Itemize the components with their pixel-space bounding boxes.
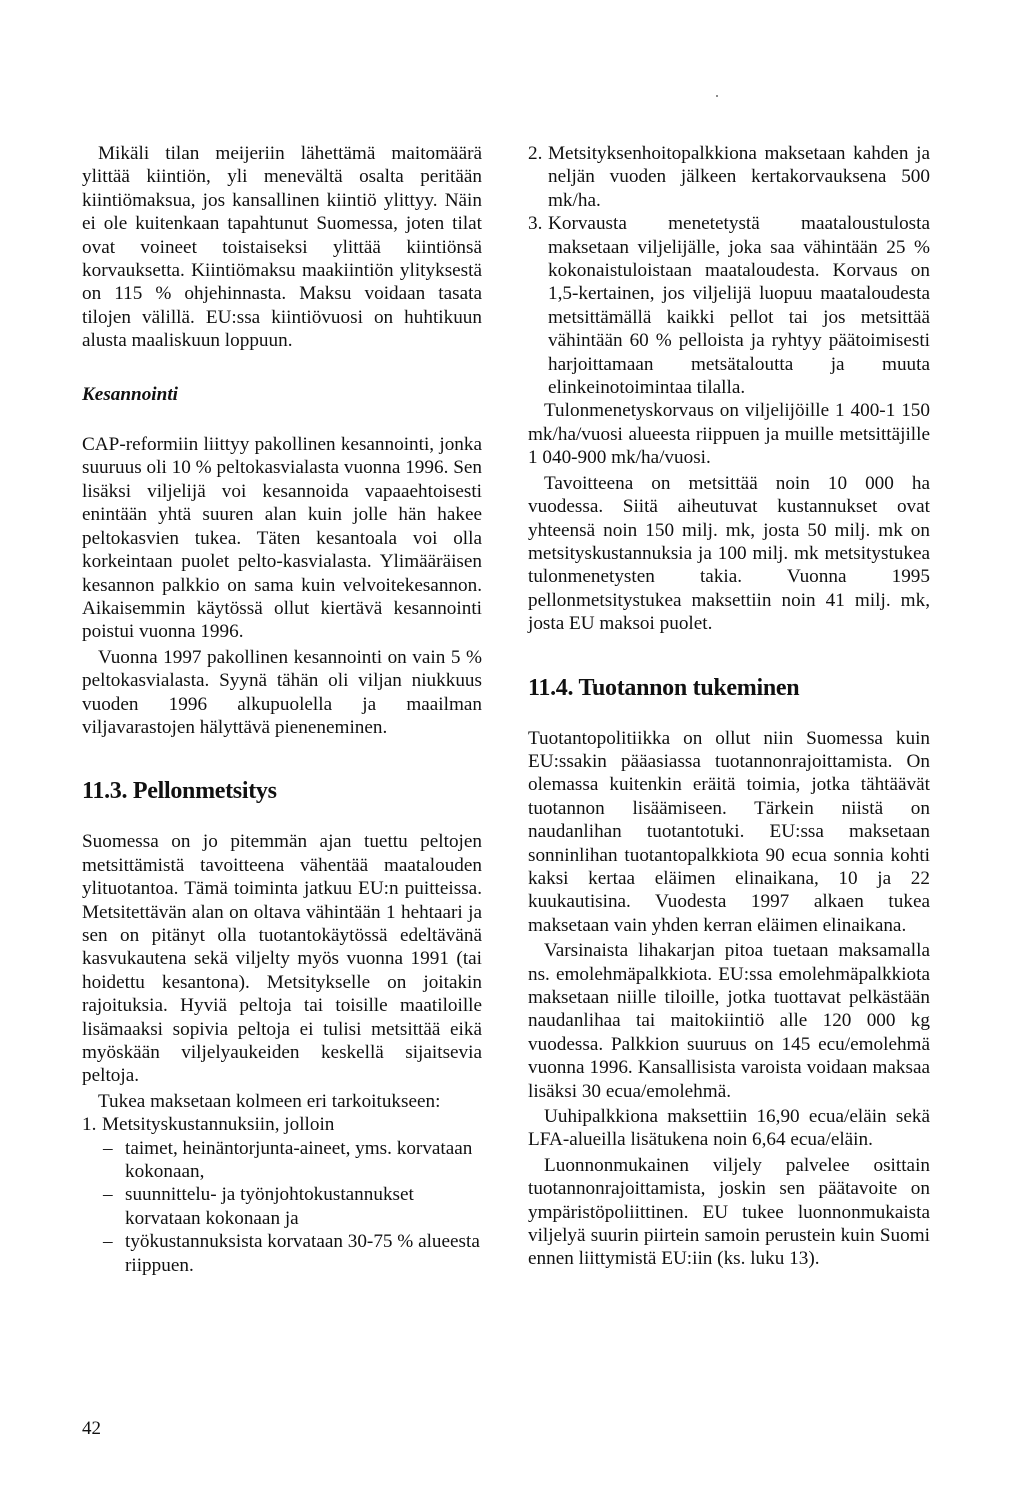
list-item — [528, 212, 930, 399]
list-item — [82, 1183, 482, 1230]
list-item-text: Metsityksenhoitopalkkiona maksetaan kahden ja neljän vuoden jälkeen kertakorvauksena 500 mk/ha. — [548, 143, 930, 211]
list-item-text: taimet, heinäntorjunta-aineet, yms. korvataan kokonaan, — [125, 1137, 473, 1183]
paragraph-set-aside-1997: Vuonna 1997 pakollinen kesannointi on vain 5 % peltokasvialasta. Syynä tähän oli viljan niukkuus vuoden 1996 alkupuolella ja maailman viljavarastojen hälyttävä pieneneminen. — [82, 646, 482, 738]
dash-bullet: – — [103, 1231, 113, 1253]
paragraph-suckler-cow: Varsinaista lihakarjan pitoa tuetaan maksamalla ns. emolehmäpalkkiota. EU:ssa emolehmäpalkkiota maksetaan niille tiloille, jotka tuottavat pelkästään naudanlihaa tai maitokiintiö alle 120 000 kg vuodessa. Palkkion suuruus on 145 ecu/emolehmä vuonna 1996. Kansallisista varoista voidaan maksaa lisäksi 30 ecua/emolehmä. — [528, 940, 930, 1102]
page-number: 42 — [82, 1418, 101, 1439]
paragraph-ewe-premium: Uuhipalkkiona maksettiin 16,90 ecua/eläin sekä LFA-alueilla lisätukena noin 6,64 ecua/eläin. — [528, 1106, 930, 1151]
scan-speck — [716, 95, 718, 97]
paragraph-organic-farming: Luonnonmukainen viljely palvelee osittain tuotannonrajoittamista, joskin sen päätavoite on ympäristöpoliittinen. EU tukee luonnonmukaista viljelyä suurin piirtein samoin perustein kuin Suomi ennen liittymistä EU:iin (ks. luku 13). — [528, 1154, 930, 1270]
subheading-kesannointi: Kesannointi — [82, 383, 178, 405]
paragraph-set-aside: CAP-reformiin liittyy pakollinen kesannointi, jonka suuruus oli 10 % peltokasvialasta vuonna 1996. Sen lisäksi viljelijä voi kesannoida vapaaehtoisesti enintään yhtä suuren alan kuin jolle hän hakee peltokasvien tukea. Täten kesantoala voi olla korkeintaan puolet pelto-kasvialasta. Ylimääräisen kesannon palkkio on sama kuin velvoitekesannon. Aikaisemmin käytössä ollut kiertävä kesannointi poistui vuonna 1996. — [82, 434, 482, 643]
dash-bullet: – — [103, 1184, 113, 1206]
section-heading-11-3: 11.3. Pellonmetsitys — [82, 778, 277, 805]
right-column — [528, 142, 930, 1271]
paragraph-afforestation-goal: Tavoitteena on metsittää noin 10 000 ha vuodessa. Siitä aiheutuvat kustannukset ovat yhteensä noin 150 milj. mk, josta 50 milj. mk on metsityskustannuksia ja 100 milj. mk metsitystukea tulonmenetysten takia. Vuonna 1995 pellonmetsitystukea maksettiin noin 41 milj. mk, josta EU maksoi puolet. — [528, 472, 930, 635]
list-item — [82, 1230, 482, 1277]
list-item — [528, 142, 930, 212]
list-item-text: työkustannuksista korvataan 30-75 % alueesta riippuen. — [125, 1231, 480, 1276]
list-number: 2. — [528, 143, 543, 164]
paragraph-production-policy: Tuotantopolitiikka on ollut niin Suomessa kuin EU:ssakin pääasiassa tuotannonrajoittamista. On olemassa kuitenkin eräitä toimia, jotka tähtäävät tuotannon lisäämiseen. Tärkein niistä on naudanlihan tuotantotuki. EU:ssa maksetaan sonninlihan tuotantopalkkiota 90 ecua sonnia kohti kaksi kertaa eläimen elinaikana, 10 ja 22 kuukautisina. Vuodesta 1997 alkaen tukea maksetaan vain yhden kerran eläimen elinaikana. — [528, 727, 930, 936]
list-item-text: Korvausta menetetystä maataloustulosta maksetaan viljelijälle, joka saa vähintään 25 % kokonaistuloistaan maataloudesta. Korvaus on 1,5-kertainen, jos viljelijä luopuu maataloudesta metsittämällä kaikki pellot tai jos metsittää vähintään 60 % pelloista ja ryhtyy päätoimisesti harjoittamaan metsätaloutta ja muuta elinkeinotoimintaa tilalla. — [548, 213, 930, 399]
paragraph-milk-quota: Mikäli tilan meijeriin lähettämä maitomäärä ylittää kiintiön, yli menevältä osalta peritään kiintiömaksua, jos kansallinen kiintiö ylittyy. Näin ei ole kuitenkaan tapahtunut Suomessa, joten tilat ovat voineet toistaiseksi ylittää kiintiönsä korvauksetta. Kiintiömaksu maakiintiön ylityksestä on 115 % ohjehinnasta. Maksu voidaan tasata tilojen välillä. EU:ssa kiintiövuosi on huhtikuun alusta maaliskuun loppuun. — [82, 143, 482, 352]
list-item — [82, 1137, 482, 1184]
paragraph-support-purposes: Tukea maksetaan kolmeen eri tarkoitukseen: — [98, 1090, 441, 1112]
dash-bullet: – — [103, 1137, 113, 1159]
list-item-text: suunnittelu- ja työnjohtokustannukset korvataan kokonaan ja — [125, 1184, 414, 1229]
list-item — [82, 1113, 482, 1136]
paragraph-afforestation: Suomessa on jo pitemmän ajan tuettu peltojen metsittämistä tavoitteena vähentää maatalouden ylituotantoa. Tämä toiminta jatkuu EU:n puitteissa. Metsitettävän alan on oltava vähintään 1 hehtaari ja sen on pitänyt olla tuotantokäytössä edeltävänä kasvukautena sekä viljelty myös vuonna 1991 (tai hoidettu kesantona). Metsitykselle on joitakin rajoituksia. Hyviä peltoja tai toisille maatiloille lisämaaksi sopivia peltoja ei tulisi metsittää eikä myöskään viljelyaukeiden keskellä sijaitsevia peltoja. — [82, 831, 482, 1087]
support-list — [82, 1113, 482, 1277]
paragraph-income-loss: Tulonmenetyskorvaus on viljelijöille 1 400-1 150 mk/ha/vuosi alueesta riippuen ja muille metsittäjille 1 040-900 mk/ha/vuosi. — [528, 400, 930, 469]
section-heading-11-4: 11.4. Tuotannon tukeminen — [528, 674, 800, 701]
list-number: 3. — [528, 213, 543, 235]
left-column — [82, 142, 482, 1277]
list-number: 1. — [82, 1114, 97, 1136]
list-item-text: Metsityskustannuksiin, jolloin — [102, 1114, 335, 1136]
